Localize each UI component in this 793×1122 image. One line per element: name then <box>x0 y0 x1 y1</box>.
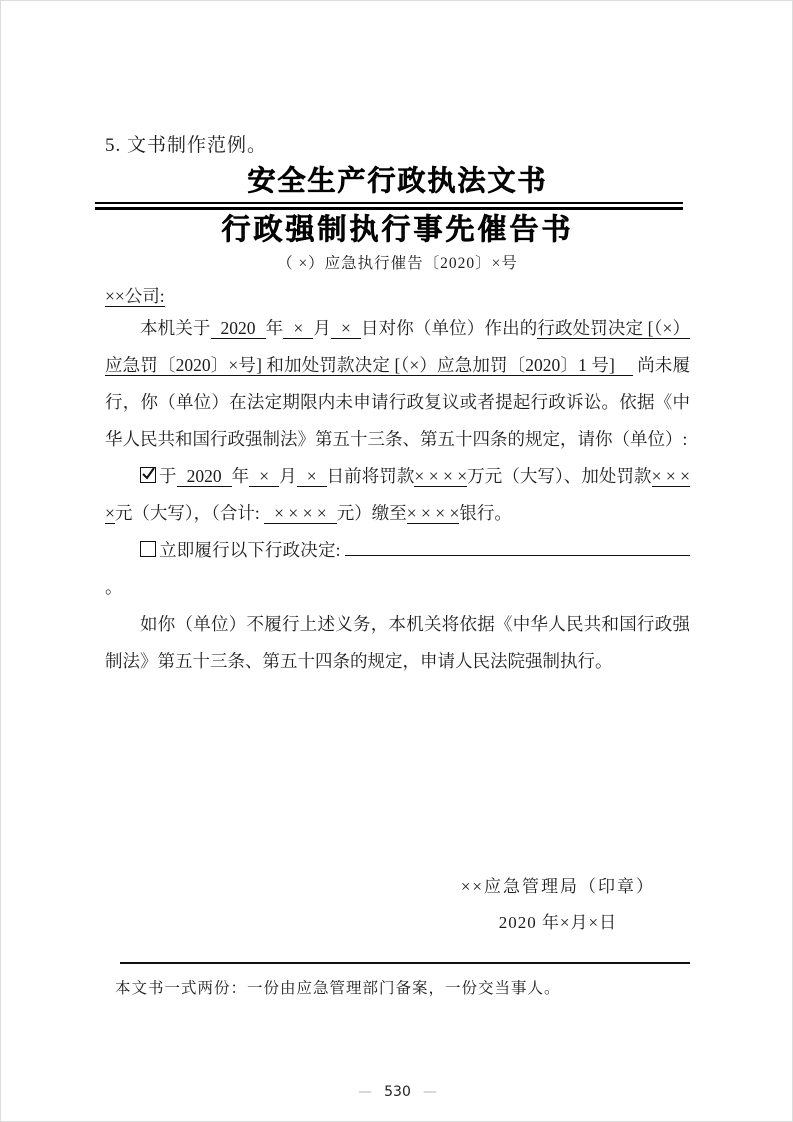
paragraph-enforcement-warning: 如你（单位）不履行上述义务，本机关将依据《中华人民共和国行政强制法》第五十三条、第五十四条的规定，申请人民法院强制执行。 <box>105 614 690 671</box>
document-title: 行政强制执行事先催告书 <box>221 212 574 246</box>
text-segment: × × × × <box>414 466 468 486</box>
signature-block <box>105 875 690 935</box>
text-segment: 日对你（单位）作出的 <box>360 318 538 338</box>
option-immediate-performance-text <box>105 540 690 597</box>
text-segment: 2020 <box>211 318 266 339</box>
text-segment: × <box>331 318 361 339</box>
text-segment: × <box>283 318 313 339</box>
text-segment: 于 <box>159 466 177 486</box>
text-segment: 万元（大写）、加处罚款 <box>467 466 652 486</box>
text-segment: 。 <box>105 577 123 597</box>
page-number-value: 530 <box>384 1084 411 1100</box>
text-segment: 年 <box>231 466 250 486</box>
text-segment: 银行。 <box>459 503 512 523</box>
document-series-title: 安全生产行政执法文书 <box>247 164 548 197</box>
text-segment: × × × × <box>406 503 460 523</box>
checkbox-checked-icon <box>140 467 156 483</box>
text-segment: 日前将罚款 <box>326 466 415 486</box>
checkbox-unchecked-icon <box>140 541 156 557</box>
double-rule-divider <box>95 202 683 210</box>
option-immediate-performance <box>105 532 690 606</box>
text-segment: 元（大写），（合计: <box>114 503 265 523</box>
salutation <box>105 284 690 308</box>
text-segment: 年 <box>265 318 284 338</box>
option-pay-fine <box>105 458 690 532</box>
text-segment: 月 <box>279 466 297 486</box>
text-segment <box>345 538 690 557</box>
text-segment: 本机关于 <box>140 318 211 338</box>
section-note: 5. 文书制作范例。 <box>105 135 268 156</box>
text-segment: 元）缴至 <box>336 503 407 523</box>
text-segment: 2020 <box>177 466 232 487</box>
page-number-dash-left: — <box>358 1084 373 1100</box>
text-segment: 行政处罚决定 [（×）应急罚〔2020〕×号] 和加处罚款决定 [（×）应急加罚〔2020〕1 号] <box>105 318 691 375</box>
signature-inner <box>461 875 655 935</box>
text-segment: × × × × <box>264 503 337 524</box>
paragraph-decision-reference <box>105 310 690 458</box>
page-number <box>105 1084 690 1100</box>
text-segment: 尚未履行，你（单位）在法定期限内未申请行政复议或者提起行政诉讼。依据《中华人民共和国行政强制法》第五十三条、第五十四条的规定，请你（单位）: <box>105 355 690 449</box>
option-pay-fine-text <box>105 466 690 524</box>
text-segment: 月 <box>313 318 331 338</box>
issuing-authority: ××应急管理局（印章） <box>460 877 655 896</box>
issue-date: 2020 年×月×日 <box>498 913 618 932</box>
page-number-dash-right: — <box>422 1084 437 1100</box>
text-segment: × <box>297 466 327 487</box>
text-segment: × × × × <box>105 466 691 523</box>
text-segment: × <box>249 466 279 487</box>
text-segment: 立即履行以下行政决定: <box>159 540 345 560</box>
salutation-company-name: ××公司: <box>105 286 165 306</box>
footnote-divider <box>120 962 690 964</box>
document-number: （ ×）应急执行催告〔2020〕×号 <box>277 255 518 272</box>
footnote-text: 本文书一式两份：一份由应急管理部门备案，一份交当事人。 <box>115 980 561 997</box>
